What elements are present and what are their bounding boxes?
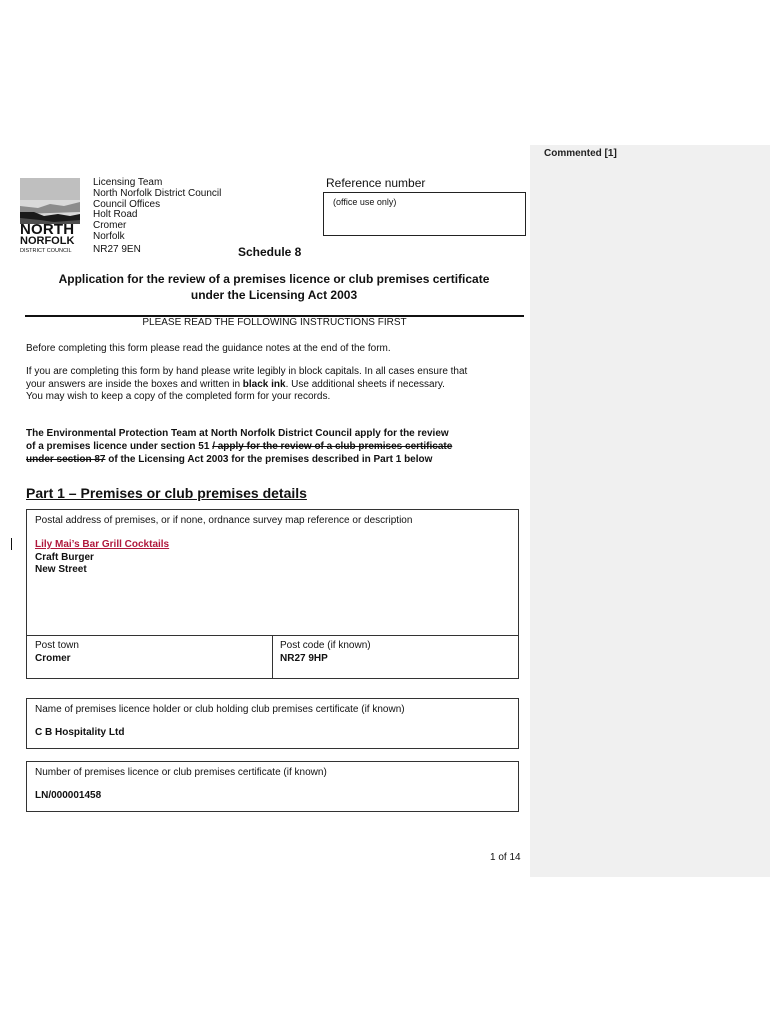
form-title-line-1: Application for the review of a premises licence or club premises certificate <box>58 272 490 286</box>
post-town-label: Post town <box>35 640 79 651</box>
address-line: Licensing Team <box>93 177 163 188</box>
instructions-line-2 <box>26 379 467 392</box>
premises-name-link[interactable]: Lily Mai’s Bar Grill Cocktails <box>35 539 170 550</box>
premises-address-line: Craft Burger <box>35 551 94 563</box>
address-line: NR27 9EN <box>93 243 141 255</box>
address-line: Norfolk <box>93 230 125 242</box>
form-title-line-2: under the Licensing Act 2003 <box>190 287 358 302</box>
instructions-line-3: You may wish to keep a copy of the completed form for your records. <box>26 391 331 402</box>
council-logo <box>20 178 82 254</box>
instructions-text: . Use additional sheets if necessary. <box>285 378 445 390</box>
licence-number-value: LN/000001458 <box>35 790 102 801</box>
post-code-value: NR27 9HP <box>280 653 328 664</box>
reference-number-box[interactable] <box>323 192 526 236</box>
statement-text: of the Licensing Act 2003 for the premises described in Part 1 below <box>105 454 433 466</box>
statement-line-1: The Environmental Protection Team at North Norfolk District Council apply for the review <box>26 428 449 439</box>
post-town-field[interactable] <box>26 635 273 679</box>
comment-sidebar <box>530 145 770 877</box>
licence-holder-field[interactable] <box>26 698 519 749</box>
licence-number-label: Number of premises licence or club premises certificate (if known) <box>35 767 327 778</box>
council-logo-graphic <box>20 178 82 226</box>
premises-address-field[interactable] <box>26 509 519 636</box>
premises-address-label: Postal address of premises, or if none, ordnance survey map reference or description <box>35 515 413 526</box>
text-cursor <box>11 538 12 550</box>
instructions-text: your answers are inside the boxes and written in <box>26 378 243 390</box>
address-line: Holt Road <box>93 209 138 221</box>
address-line: North Norfolk District Council <box>93 187 222 199</box>
logo-word-norfolk: NORFOLK <box>20 235 75 247</box>
logo-word-council: DISTRICT COUNCIL <box>20 248 72 254</box>
struck-text: under section 87 <box>26 454 106 466</box>
office-use-only-text: (office use only) <box>333 197 397 207</box>
address-line: Cromer <box>93 220 127 232</box>
logo-word-north: NORTH <box>20 221 75 238</box>
completion-instructions <box>26 366 467 404</box>
part1-heading: Part 1 – Premises or club premises details <box>26 485 307 501</box>
page-number: 1 of 14 <box>490 852 521 863</box>
address-line: Council Offices <box>93 198 161 210</box>
black-ink-emphasis: black ink <box>242 378 286 390</box>
schedule-heading: Schedule 8 <box>238 245 302 259</box>
council-address <box>93 178 221 256</box>
licence-number-field[interactable] <box>26 761 519 812</box>
statement-line-3 <box>26 453 526 466</box>
post-code-label: Post code (if known) <box>280 640 371 651</box>
instructions-line-1: If you are completing this form by hand please write legibly in block capitals. In all cases ensure that <box>26 366 468 377</box>
premises-address-value <box>35 539 169 577</box>
statement-line-2 <box>26 440 526 453</box>
post-town-value: Cromer <box>35 653 71 664</box>
instructions-heading: PLEASE READ THE FOLLOWING INSTRUCTIONS FIRST <box>142 317 407 328</box>
premises-address-line: New Street <box>35 564 87 575</box>
application-statement <box>26 427 526 467</box>
struck-text: / apply for the review of a club premises certificate <box>212 441 453 453</box>
licence-holder-label: Name of premises licence holder or club holding club premises certificate (if known) <box>35 704 405 715</box>
comment-title: Commented [1] <box>544 148 617 159</box>
form-title <box>30 272 518 303</box>
licence-holder-value: C B Hospitality Ltd <box>35 727 125 738</box>
statement-text: of a premises licence under section 51 <box>26 441 213 453</box>
guidance-paragraph: Before completing this form please read the guidance notes at the end of the form. <box>26 343 391 354</box>
post-code-field[interactable] <box>272 635 519 679</box>
reference-number-label: Reference number <box>326 176 426 190</box>
